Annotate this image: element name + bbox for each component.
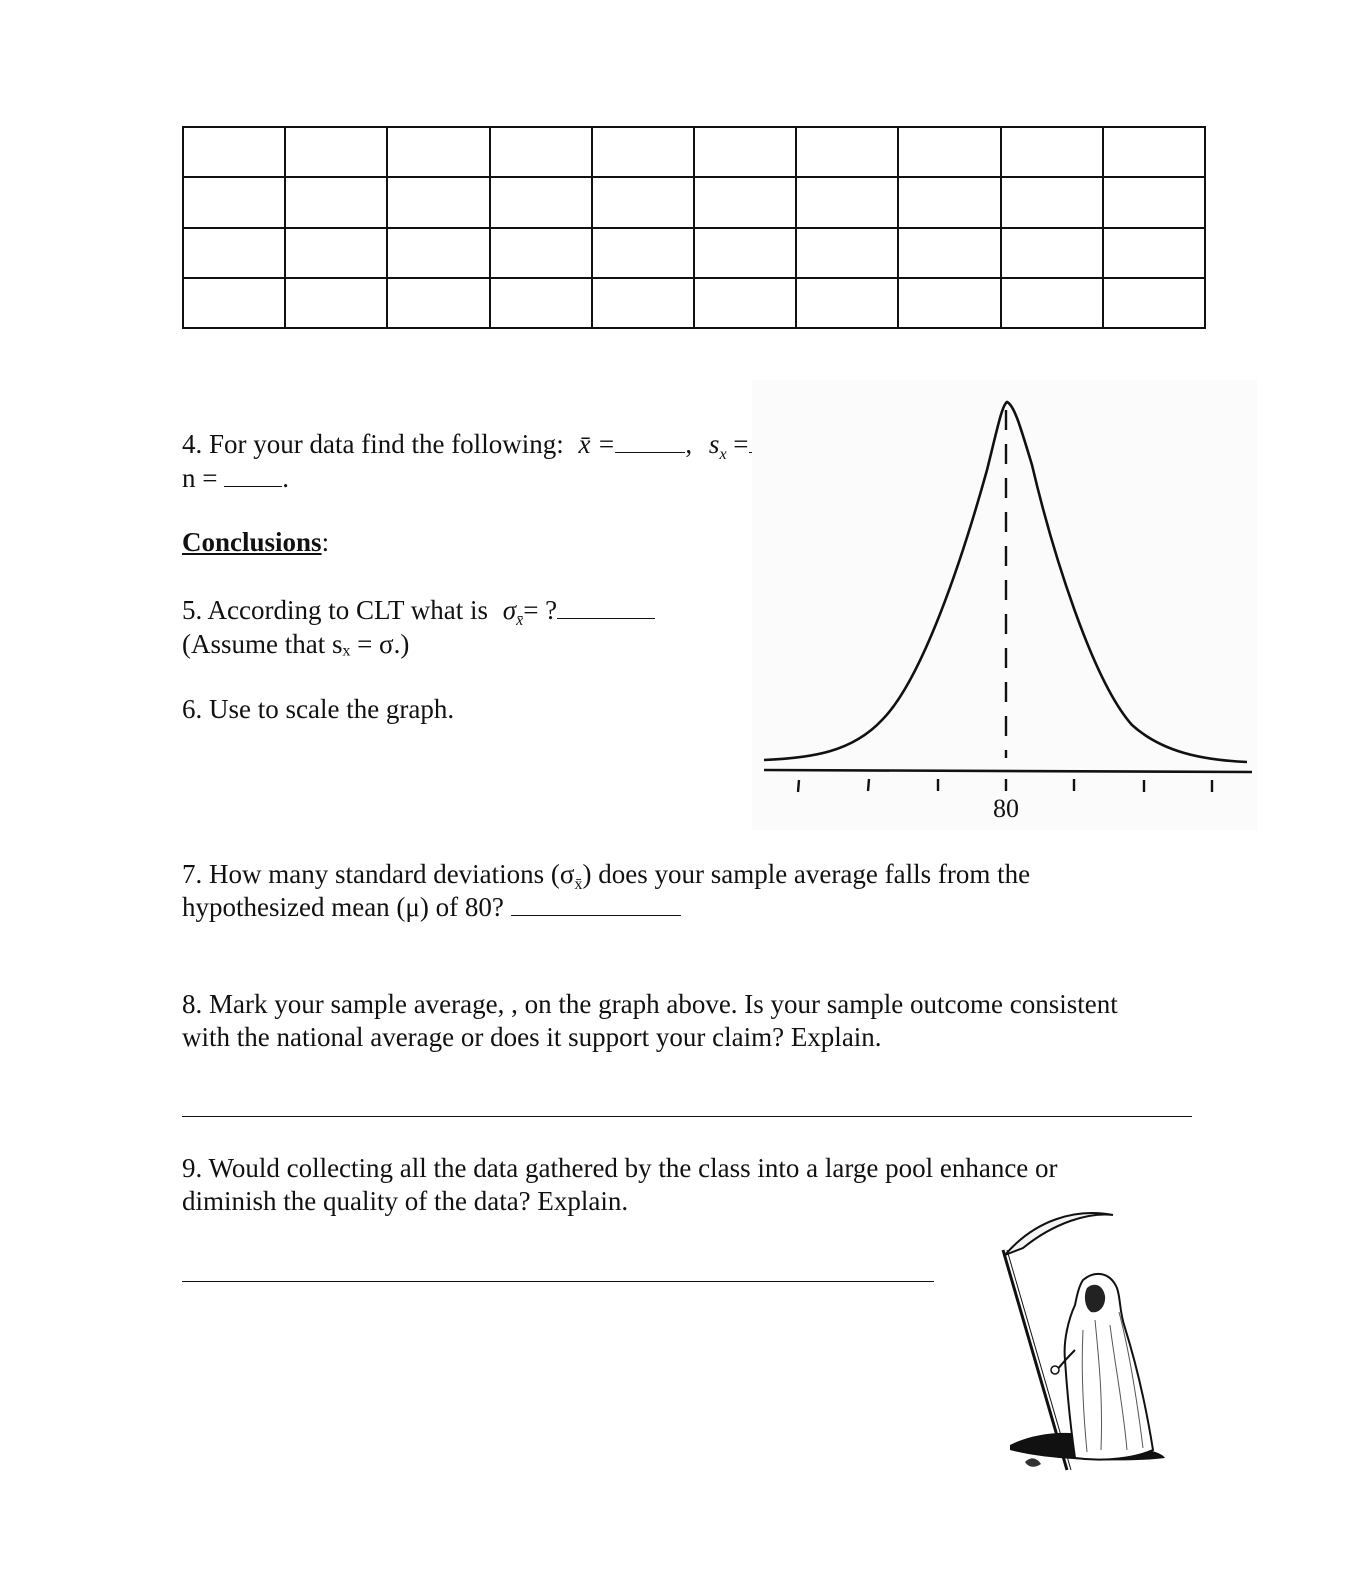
question-9-line2: diminish the quality of the data? Explain. (182, 1186, 629, 1216)
table-cell[interactable] (183, 278, 285, 328)
table-cell[interactable] (898, 177, 1000, 227)
table-cell[interactable] (796, 228, 898, 278)
question-8-answer-line[interactable] (182, 1116, 1192, 1117)
table-cell[interactable] (796, 127, 898, 177)
table-cell[interactable] (1001, 177, 1103, 227)
table-cell[interactable] (1001, 278, 1103, 328)
reaper-hand (1051, 1366, 1059, 1374)
question-7: 7. How many standard deviations $(\sigma_{x̄})$ does your sample average falls from the (182, 859, 1031, 893)
table-cell[interactable] (490, 127, 592, 177)
sx-label: $s_x$ (708, 429, 727, 463)
axis-tick (798, 780, 799, 792)
table-cell[interactable] (490, 177, 592, 227)
conclusions-title: Conclusions (182, 527, 322, 557)
table-cell[interactable] (592, 177, 694, 227)
table-cell[interactable] (183, 228, 285, 278)
table-cell[interactable] (387, 228, 489, 278)
table-cell[interactable] (694, 177, 796, 227)
table-cell[interactable] (694, 127, 796, 177)
table-cell[interactable] (490, 278, 592, 328)
scythe-blade (1005, 1213, 1113, 1255)
table-cell[interactable] (796, 177, 898, 227)
question-9: 9. Would collecting all the data gathered by the class into a large pool enhance or (182, 1153, 1058, 1183)
question-8-line2: with the national average or does it support your claim? Explain. (182, 1022, 882, 1052)
table-cell[interactable] (592, 278, 694, 328)
question-6: 6. Use to scale the graph. (182, 694, 455, 724)
table-cell[interactable] (490, 228, 592, 278)
table-cell[interactable] (183, 127, 285, 177)
table-cell[interactable] (1103, 177, 1205, 227)
normal-curve-graph[interactable] (752, 380, 1257, 830)
table-row (183, 228, 1205, 278)
std-dev-answer-blank[interactable] (511, 893, 681, 916)
question-8: 8. Mark your sample average, , on the graph above. Is your sample outcome consistent (182, 989, 1118, 1019)
table-cell[interactable] (285, 177, 387, 227)
table-cell[interactable] (694, 278, 796, 328)
table-row (183, 177, 1205, 227)
grim-reaper-illustration (995, 1200, 1175, 1490)
table-cell[interactable] (898, 278, 1000, 328)
table-cell[interactable] (285, 127, 387, 177)
question-5-note: (Assume that sₓ = σ.) (182, 629, 410, 659)
conclusions-heading: Conclusions: (182, 527, 330, 557)
center-label: 80 (993, 794, 1019, 823)
xbar-answer-blank[interactable] (615, 430, 685, 453)
table-cell[interactable] (1103, 278, 1205, 328)
table-cell[interactable] (1103, 228, 1205, 278)
question-7-line2: hypothesized mean (μ) of 80? (182, 891, 681, 924)
n-answer-blank[interactable] (224, 464, 282, 487)
table-cell[interactable] (898, 228, 1000, 278)
question-5-text: 5. According to CLT what is (182, 595, 488, 625)
table-cell[interactable] (285, 228, 387, 278)
table-cell[interactable] (387, 127, 489, 177)
table-cell[interactable] (1001, 127, 1103, 177)
table-row (183, 127, 1205, 177)
xbar-label: x̄ = (578, 429, 616, 459)
sigma-answer-blank[interactable] (557, 596, 655, 619)
sx-equals: = (733, 429, 749, 459)
question-4-n: n = . (182, 463, 289, 493)
table-cell[interactable] (1001, 228, 1103, 278)
table-cell[interactable] (592, 228, 694, 278)
table-row (183, 278, 1205, 328)
reaper-robe (1065, 1274, 1153, 1460)
flower-icon (1025, 1458, 1041, 1466)
table-cell[interactable] (898, 127, 1000, 177)
table-cell[interactable] (285, 278, 387, 328)
table-cell[interactable] (1103, 127, 1205, 177)
question-5: 5. According to CLT what is $\sigma_{x̄}=$ ? (182, 594, 655, 637)
table-cell[interactable] (592, 127, 694, 177)
table-cell[interactable] (796, 278, 898, 328)
sigma-xbar: $\sigma_{x̄}$ (502, 595, 524, 629)
data-table (182, 126, 1206, 329)
table-cell[interactable] (183, 177, 285, 227)
table-cell[interactable] (387, 278, 489, 328)
question-4-text: 4. For your data find the following: (182, 429, 564, 459)
separator: , (685, 429, 693, 459)
graph-background (752, 380, 1257, 830)
axis-tick (868, 779, 869, 791)
n-label: n = (182, 463, 218, 493)
table-cell[interactable] (387, 177, 489, 227)
question-9-answer-line[interactable] (182, 1281, 934, 1282)
table-cell[interactable] (694, 228, 796, 278)
